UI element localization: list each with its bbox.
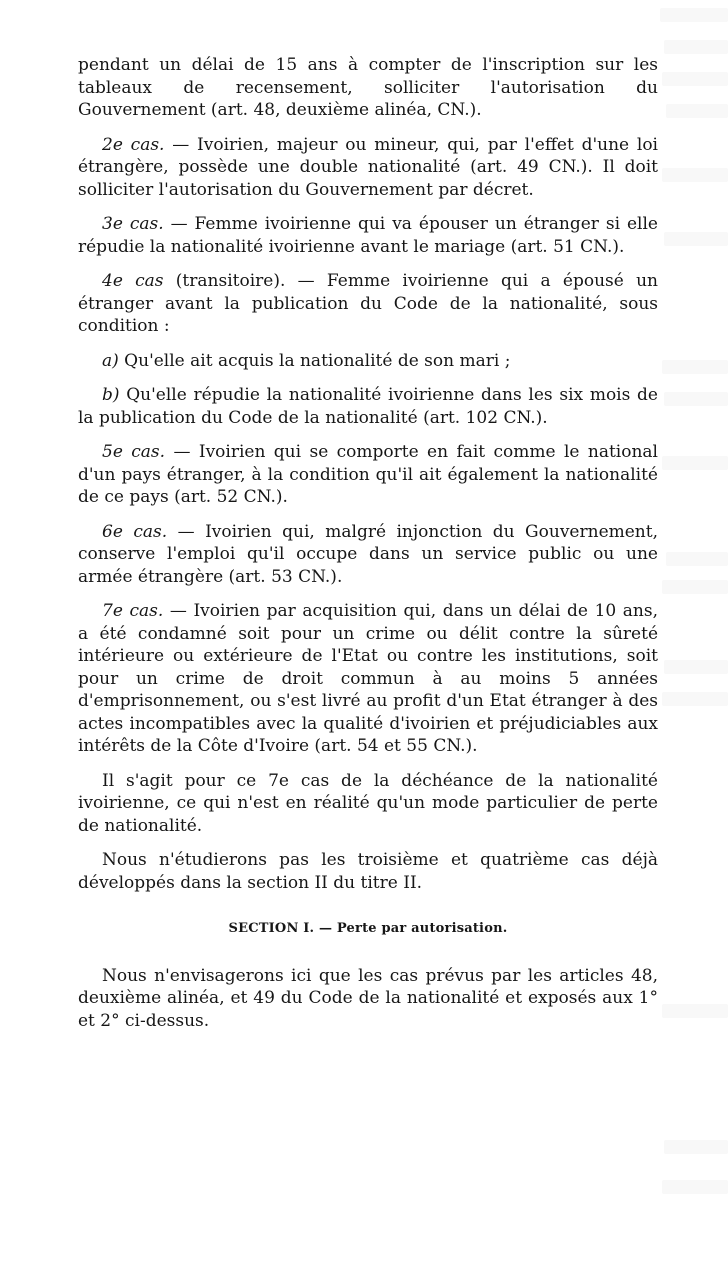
case-2-text: — Ivoirien, majeur ou mineur, qui, par l'effet d'une loi étrangère, possède une double nationalité (art. 49 CN.). Il doit solliciter l'autorisation du Gouvernement par décret. (78, 134, 658, 200)
closing-paragraph (78, 965, 658, 1033)
case-5-label: 5e cas. (102, 442, 166, 462)
intro-paragraph (78, 54, 658, 122)
sub-item-b-text: Qu'elle répudie la nationalité ivoirienne dans les six mois de la publication du Code de la nationalité (art. 102 CN.). (78, 385, 658, 428)
document-page (78, 54, 658, 1044)
case-4-label: 4e cas (102, 271, 164, 291)
case-6-text: — Ivoirien qui, malgré injonction du Gouvernement, conserve l'emploi qu'il occupe dans un service public ou une armée étrangère (art. 53 CN.). (78, 521, 658, 587)
case-2-paragraph (78, 134, 658, 202)
case-3-text: — Femme ivoirienne qui va épouser un étranger si elle répudie la nationalité ivoirienne avant le mariage (art. 51 CN.). (78, 214, 658, 257)
case-5-text: — Ivoirien qui se comporte en fait comme le national d'un pays étranger, à la condition qu'il ait également la nationalité de ce pays (art. 52 CN.). (78, 442, 658, 507)
case-7-label: 7e cas. (102, 601, 164, 621)
sub-item-a-text: Qu'elle ait acquis la nationalité de son mari ; (118, 350, 511, 371)
case-3-paragraph (78, 213, 658, 258)
sub-item-b (78, 384, 658, 429)
case-7-text: — Ivoirien par acquisition qui, dans un délai de 10 ans, a été condamné soit pour un crime ou délit contre la sûreté intérieure ou extérieure de l'Etat ou contre les institutions, soit pour un crime de droit commun à au moins 5 années d'emprisonnement, ou s'est livré au profit d'un Etat étranger à des actes incompatibles avec la qualité d'ivoirien et préjudiciables aux intérêts de la Côte d'Ivoire (art. 54 et 55 CN.). (78, 601, 658, 756)
case-3-label: 3e cas. (102, 214, 164, 234)
sub-item-b-label: b) (102, 385, 120, 405)
case-4-paragraph (78, 270, 658, 338)
sub-item-a (78, 350, 658, 373)
intro-text: pendant un délai de 15 ans à compter de l'inscription sur les tableaux de recensement, solliciter l'autorisation du Gouvernement (art. 48, deuxième alinéa, CN.). (78, 55, 658, 120)
sub-item-a-label: a) (102, 350, 119, 371)
case-7-paragraph (78, 600, 658, 758)
case-4-text: (transitoire). — Femme ivoirienne qui a épousé un étranger avant la publication du Code de la nationalité, sous condition : (78, 271, 658, 336)
case-2-label: 2e cas. (102, 134, 165, 155)
closing-text: Nous n'envisagerons ici que les cas prévus par les articles 48, deuxième alinéa, et 49 du Code de la nationalité et exposés aux 1° et 2° ci-dessus. (78, 965, 658, 1031)
case-6-label: 6e cas. (102, 521, 168, 542)
note-2-paragraph (78, 849, 658, 894)
case-6-paragraph (78, 521, 658, 589)
case-5-paragraph (78, 441, 658, 509)
section-name: SECTION I. (228, 921, 315, 936)
note-1-paragraph (78, 770, 658, 838)
note-2-text: Nous n'étudierons pas les troisième et quatrième cas déjà développés dans la section II du titre II. (78, 850, 658, 893)
note-1-text: Il s'agit pour ce 7e cas de la déchéance de la nationalité ivoirienne, ce qui n'est en réalité qu'un mode particulier de perte de nationalité. (78, 770, 658, 836)
section-title-text: — Perte par autorisation. (314, 921, 508, 936)
section-heading (78, 918, 658, 941)
